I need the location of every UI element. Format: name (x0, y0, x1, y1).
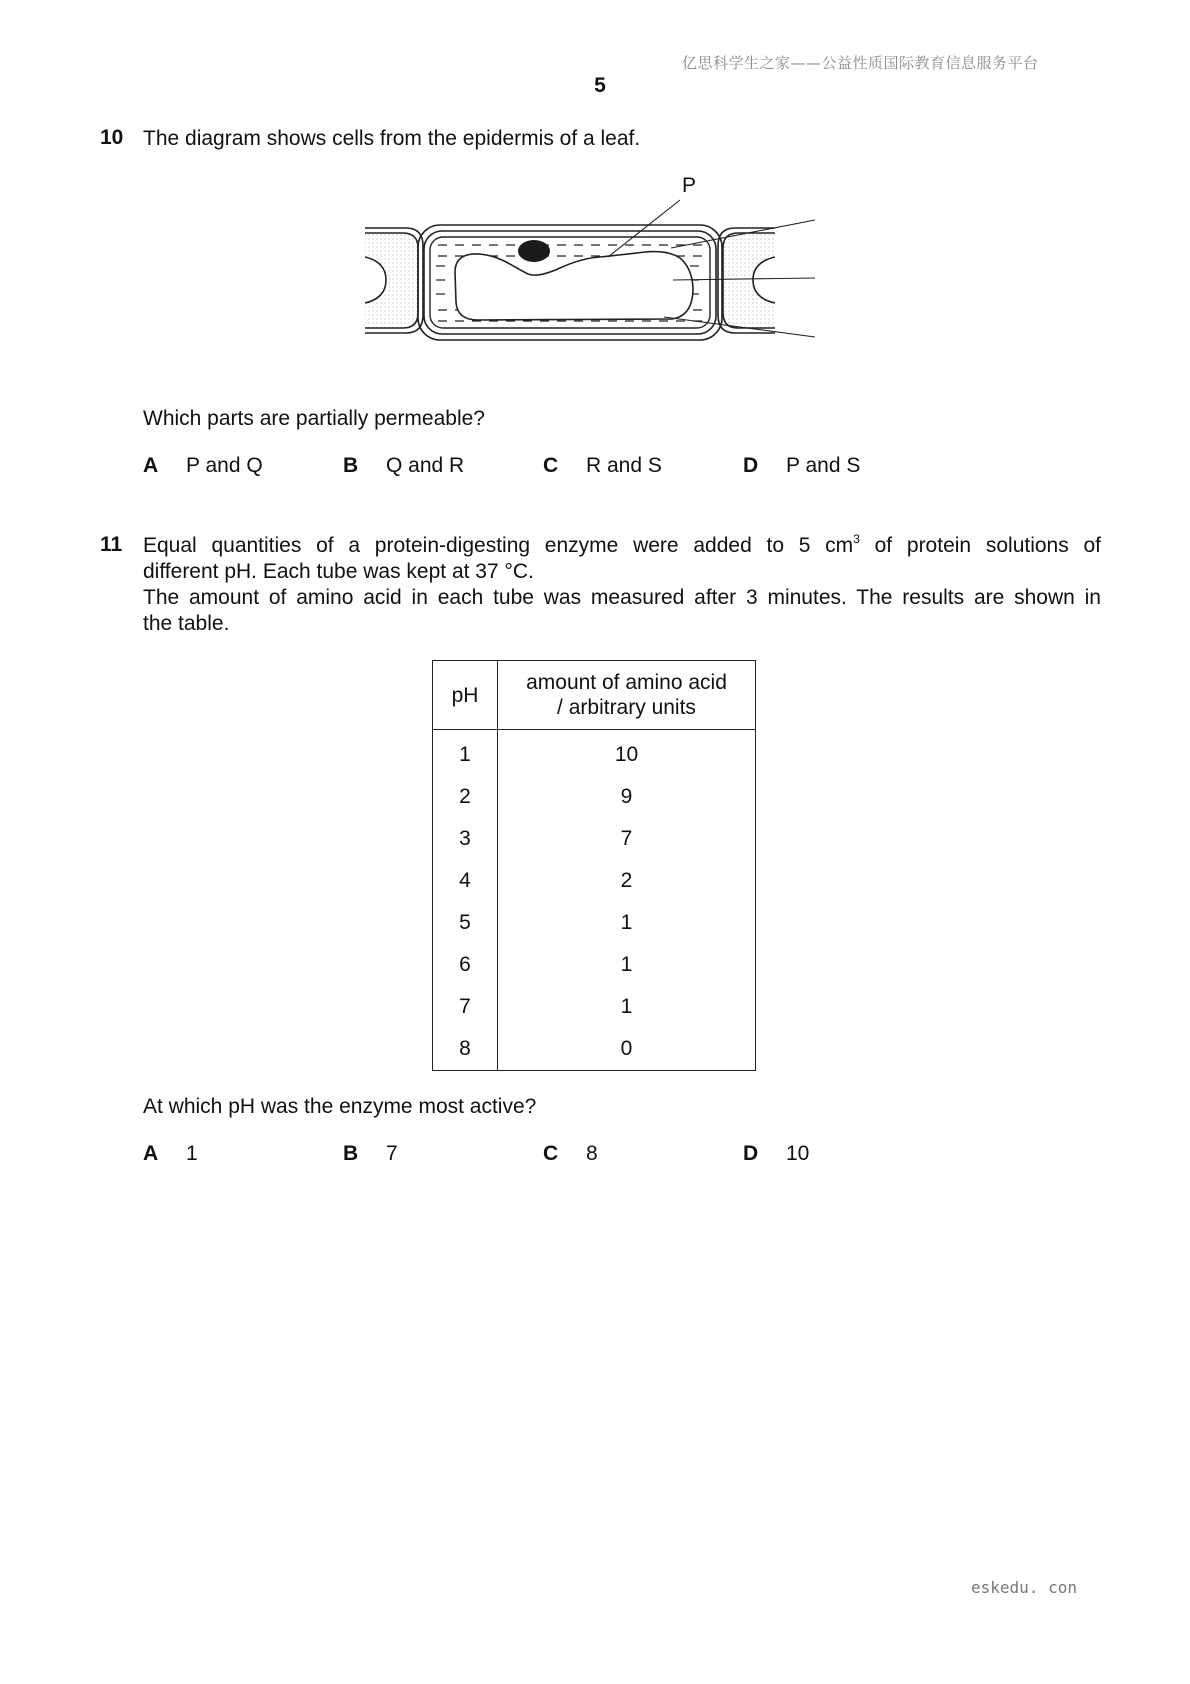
ph-cell: 8 (433, 1028, 498, 1071)
question-10-stem: The diagram shows cells from the epidermis of a leaf. (143, 127, 641, 150)
ph-cell: 4 (433, 860, 498, 902)
option-letter: D (743, 1142, 759, 1165)
q11-option-b-text: 7 (386, 1142, 398, 1165)
column-header-amount-line1: amount of amino acid (526, 671, 727, 694)
amount-cell: 0 (498, 1028, 756, 1071)
central-cell (418, 225, 722, 340)
q10-option-a[interactable] (143, 454, 158, 478)
column-header-amount (498, 661, 756, 730)
amount-cell: 1 (498, 902, 756, 944)
table-row (433, 730, 756, 777)
column-header-amount-line2: / arbitrary units (557, 696, 696, 719)
option-letter: C (543, 1142, 559, 1165)
ph-cell: 6 (433, 944, 498, 986)
stem-line-1 (143, 533, 1101, 559)
q11-option-c-text: 8 (586, 1142, 598, 1165)
amount-cell: 9 (498, 776, 756, 818)
q11-option-d[interactable] (743, 1142, 758, 1166)
table-row (433, 860, 756, 902)
ph-cell: 5 (433, 902, 498, 944)
watermark-text: 亿思科学生之家——公益性质国际教育信息服务平台 (682, 54, 1039, 72)
ph-cell: 2 (433, 776, 498, 818)
option-letter: A (143, 454, 159, 477)
stem-line-2: different pH. Each tube was kept at 37 °C. (143, 560, 534, 583)
stem-line-3: The amount of amino acid in each tube was measured after 3 minutes. The results are shown in (143, 586, 1101, 609)
option-letter: C (543, 454, 559, 477)
footer-site: eskedu. con (971, 1578, 1077, 1597)
question-11-number: 11 (100, 533, 123, 556)
question-10-number: 10 (100, 126, 124, 149)
option-letter: B (343, 454, 359, 477)
ph-cell: 3 (433, 818, 498, 860)
table-row (433, 776, 756, 818)
option-letter: B (343, 1142, 359, 1165)
table-row (433, 902, 756, 944)
stem-line-4: the table. (143, 612, 230, 635)
column-header-ph: pH (433, 661, 498, 730)
amount-cell: 1 (498, 986, 756, 1028)
stem-superscript: 3 (853, 532, 860, 546)
q11-option-b[interactable] (343, 1142, 358, 1166)
left-neighbour-cell (365, 228, 423, 333)
amount-cell: 1 (498, 944, 756, 986)
nucleus (518, 240, 550, 262)
right-neighbour-cell (718, 228, 775, 333)
q10-option-c[interactable] (543, 454, 558, 478)
table-row (433, 986, 756, 1028)
q10-option-b-text: Q and R (386, 454, 465, 477)
q10-option-c-text: R and S (586, 454, 662, 477)
label-line-p (608, 200, 680, 257)
table-row (433, 818, 756, 860)
question-11-prompt: At which pH was the enzyme most active? (143, 1095, 537, 1118)
ph-cell: 7 (433, 986, 498, 1028)
q10-option-b[interactable] (343, 454, 358, 478)
leaf-epidermis-diagram (360, 170, 820, 390)
table-row (433, 944, 756, 986)
amount-cell: 10 (498, 730, 756, 777)
q11-option-a-text: 1 (186, 1142, 198, 1165)
option-letter: D (743, 454, 759, 477)
label-p: P (682, 174, 697, 197)
q11-option-a[interactable] (143, 1142, 158, 1166)
q10-option-a-text: P and Q (186, 454, 263, 477)
page-number: 5 (594, 74, 606, 97)
results-table (432, 660, 756, 1071)
ph-cell: 1 (433, 730, 498, 777)
vacuole (455, 252, 693, 320)
option-letter: A (143, 1142, 159, 1165)
amount-cell: 2 (498, 860, 756, 902)
q11-option-d-text: 10 (786, 1142, 810, 1165)
q10-option-d-text: P and S (786, 454, 861, 477)
question-11-stem (143, 533, 1101, 637)
table-header-row (433, 661, 756, 730)
q11-option-c[interactable] (543, 1142, 558, 1166)
table-row (433, 1028, 756, 1071)
q10-option-d[interactable] (743, 454, 758, 478)
stem-line-1-end: of protein solutions of (859, 534, 1101, 557)
amount-cell: 7 (498, 818, 756, 860)
stem-line-1-text: Equal quantities of a protein-digesting enzyme were added to 5 cm (143, 534, 854, 557)
question-10-prompt: Which parts are partially permeable? (143, 407, 485, 430)
